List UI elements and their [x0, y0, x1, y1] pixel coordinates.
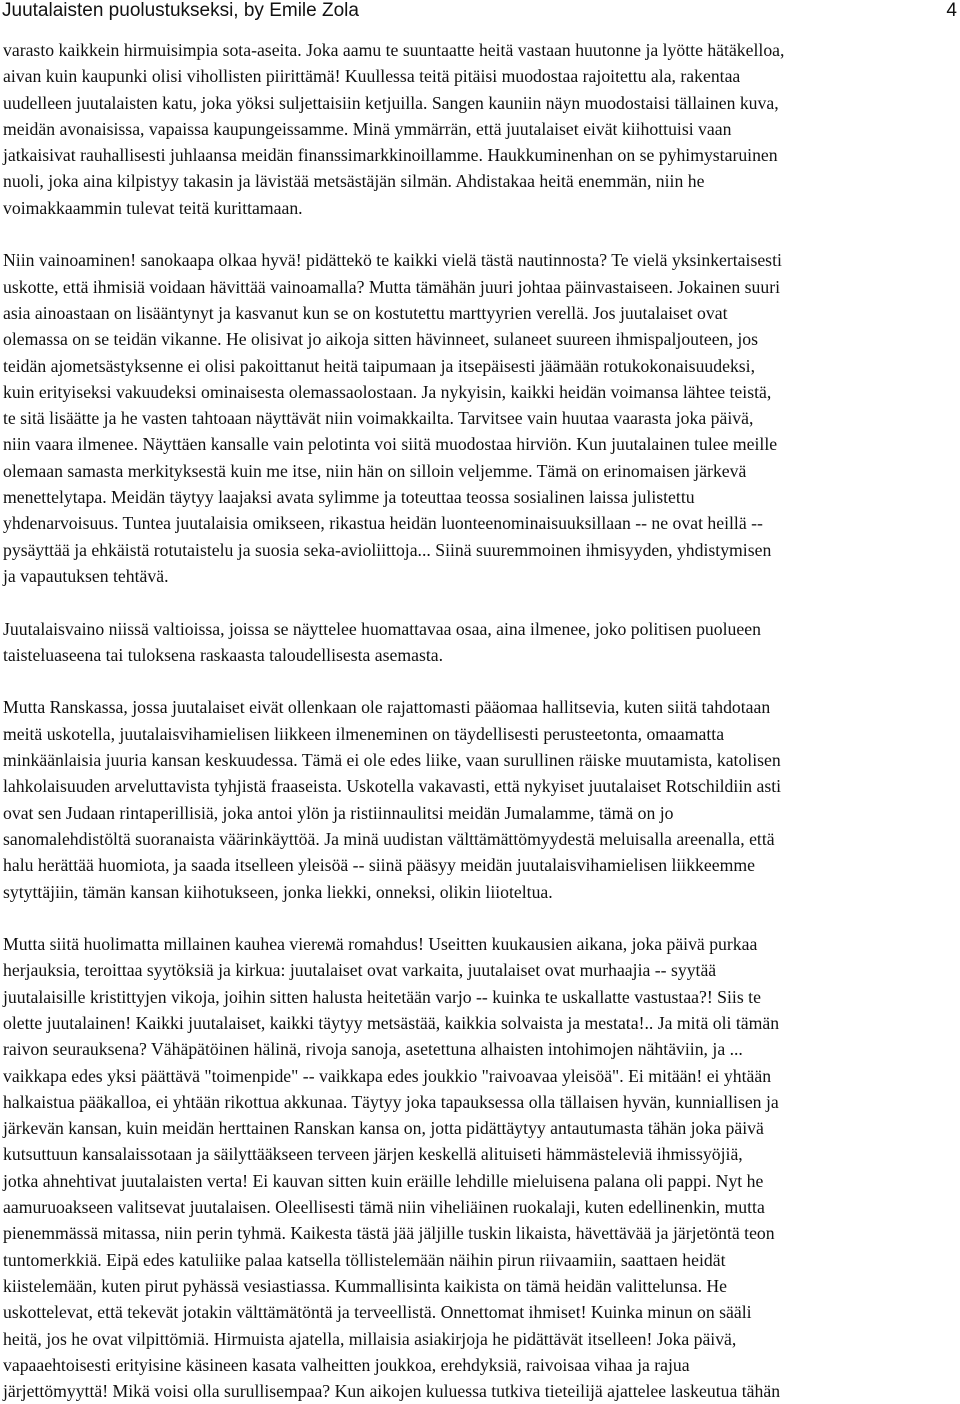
paragraph: varasto kaikkein hirmuisimpia sota-aseita. Joka aamu te suuntaatte heitä vastaan huutonne ja lyötte hätäkelloa, aivan kuin kaupunki olisi vihollisten piirittämä! Kuullessa teitä pitäisi muodostaa rajoitettu ala, rakentaa uudelleen juutalaisten katu, joka yöksi suljettaisiin ketjuilla. Sangen kauniin näyn muodostaisi tällainen kuva, meidän avonaisissa, vapaissa kaupungeissamme. Minä ymmärrän, että juutalaiset eivät kiihottuisi vaan jatkaisivat rauhallisesti juhlaansa meidän finanssimarkkinoillamme. Haukkuminenhan on se pyhimystaruinen nuoli, joka aina kilpistyy takasin ja lävistää metsästäjän silmän. Ahdistakaa heitä enemmän, niin he voimakkaammin tulevat teitä kurittamaan.	[3, 40, 785, 218]
paragraph: Niin vainoaminen! sanokaapa olkaa hyvä! pidättekö te kaikki vielä tästä nautinnosta? Te vielä yksinkertaisesti uskotte, että ihmisiä voidaan hävittää vainoamalla? Mutta tämähän juuri johtaa päinvastaiseen. Jokainen suuri asia ainoastaan on lisääntynyt ja kasvanut kun se on kostutettu marttyyrien verellä. Jos juutalaiset ovat olemassa on se teidän vikanne. He olisivat jo aikoja sitten hävinneet, sulaneet suureen ihmispaljouteen, jos teidän ajometsästyksenne ei olisi pakoittanut heitä taipumaan ja itsepäisesti jäämään rotukokonaisuudeksi, kuin erityiseksi vakuudeksi ominaisesta olemassaolostaan. Ja nykyisin, kaikki heidän voimansa lähtee teistä, te sitä lisäätte ja he vasten tahtoaan näyttävät niin voimakkailta. Tarvitsee vain huutaa vaarasta joka päivä, niin vaara ilmenee. Näyttäen kansalle vain pelotinta voi siitä muodostaa hirviön. Kun juutalainen tulee meille olemaan samasta merkityksestä kuin me itse, niin hän on silloin veljemme. Tämä on erinomaisen järkevä menettelytapa. Meidän täytyy laajaksi avata sylimme ja toteuttaa teossa sosialinen laissa julistettu yhdenarvoisuus. Tuntea juutalaisia omikseen, rikastua heidän luonteenominaisuuksillaan -- ne ovat heillä -- pysäyttää ja ehkäistä rotutaistelu ja suosia seka-avioliittoja... Siinä suuremmoinen ihmisyyden, yhdistymisen ja vapautuksen tehtävä.	[3, 250, 782, 586]
paragraph: Juutalaisvaino niissä valtioissa, joissa se näyttelee huomattavaa osaa, aina ilmenee, joko politisen puolueen taisteluaseena tai tuloksena raskaasta taloudellisesta asemasta.	[3, 618, 761, 665]
paragraph: Mutta siitä huolimatta millainen kauhea vierемä romahdus! Useitten kuukausien aikana, joka päivä purkaa herjauksia, teroittaa syytöksiä ja kirkua: juutalaiset ovat varkaita, juutalaiset ovat murhaajia -- syytää juutalaisille kristittyjen vikoja, joihin sitten halusta heitetään varjo -- kuinka te uskallatte vastustaa?! Siis te olette juutalainen! Kaikki juutalaiset, kaikki täytyy metsästää, kaikkia solvaista ja mestata!.. Ja mitä oli tämän raivon seurauksena? Vähäpätöinen hälinä, rivoja sanoja, asetettuna alhaisten intohimojen nähtäviin, ja ... vaikkapa edes yksi päättävä "toimenpide" -- vaikkapa edes joukkio "raivoavaa yleisöä". Ei mitään! ei yhtään halkaistua pääkalloa, ei yhtään rikottua akkunaa. Täytyy joka tapauksessa olla tällaisen hyvän, kunniallisen ja järkevän kansan, kuin meidän herttainen Ranskan kansa on, jotta pidättäytyy antautumasta tähän joka päivä kutsuttuun kansalaissotaan ja säilyttääkseen terveen järjen keskellä alituiseti hämmästeleviä ihmissyöjiä, jotka ahnehtivat juutalaisten verta! Ei kauvan sitten kuin eräille lehdille mieluisena palana oli pappi. Nyt he aamuruoakseen valitsevat juutalaisen. Oleellisesti tämä niin viheliäinen ruokalaji, kuten edellinenkin, mutta pienemmässä mitassa, niin perin tyhmä. Kaikesta tästä jää jäljille tuskin likaista, hävettävää ja järjetöntä teon tuntomerkkiä. Eipä edes katuliike palaa katsella töllistelemään näihin pirun riivaamiin, saattaen heidät kiistelemään, kuten pirut pyhässä vesiastiassa. Kummallisinta kaikista on tämä heidän valittelunsa. He uskottelevat, että tekevät jotakin välttämätöntä ja terveellistä. Onnettomat ihmiset! Kuinka minun on sääli heitä, jos he ovat vilpittömiä. Hirmuista ajatella, millaisia asiakirjoja he pidättävät itselleen! Joka päivä, vapaaehtoisesti erityisine käsineen kasata valheitten joukkoa, erehdyksiä, raivoisaa vihaa ja rajua järjettömyyttä! Mikä voisi olla surullisempaa? Kun aikojen kuluessa tutkiva tieteilijä ajattelee laskeutua tähän	[3, 934, 781, 1402]
document-body	[3, 37, 957, 1404]
document-title: Juutalaisten puolustukseksi, by Emile Zola	[2, 0, 359, 21]
paragraph: Mutta Ranskassa, jossa juutalaiset eivät ollenkaan ole rajattomasti pääomaa hallitsevia, kuten siitä tahdotaan meitä uskotella, juutalaisvihamielisen liikkeen ilmeneminen on täydellisesti perusteetonta, omaamatta minkäänlaisia juuria kansan keskuudessa. Tämä ei ole edes liike, vaan surullinen räiske muutamista, katolisen lahkolaisuuden arveluttavista tyhjistä fraaseista. Uskotella vakavasti, että nykyiset juutalaiset Rotschildiin asti ovat sen Judaan rintaperillisiä, joka antoi ylön ja ristiinnaulitsi meidän Jumalamme, tämä on jo sanomalehdistöltä suoranaista väärinkäyttöä. Ja minä uudistan välttämättömyydestä meluisalla areenalla, että halu herättää huomiota, ja saada itselleen yleisöä -- siinä pääsyy meidän juutalaisvihamielisen liikkeemme sytyttäjiin, tämän kansan kiihotukseen, jonka liekki, onneksi, olikin liioteltua.	[3, 697, 782, 902]
page-header	[0, 0, 960, 26]
page-number: 4	[946, 0, 957, 21]
